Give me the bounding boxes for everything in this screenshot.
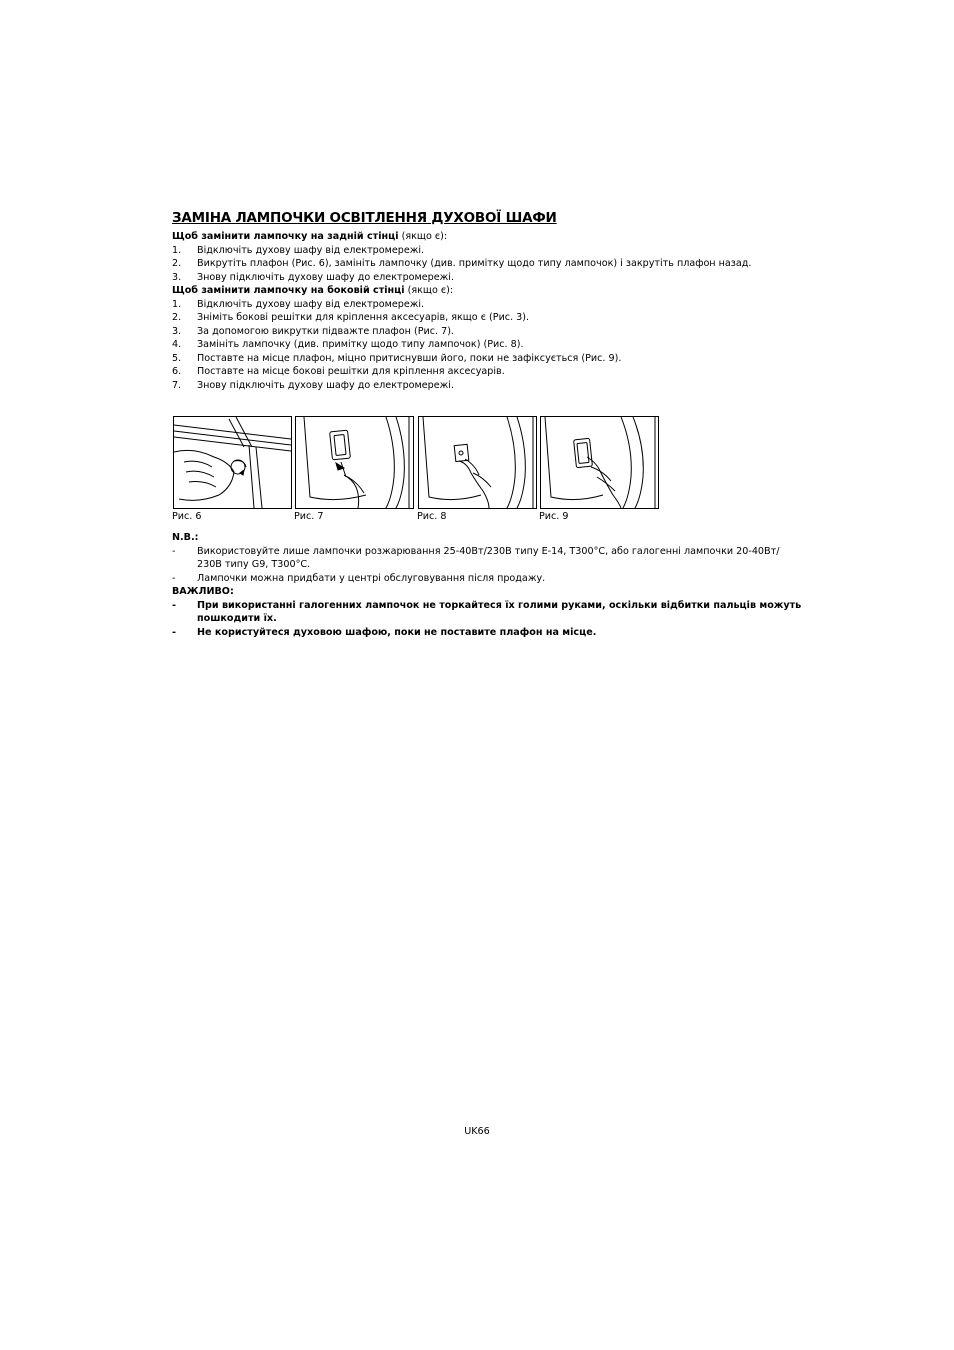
bullet: - [172, 600, 176, 611]
step-number: 3. [172, 326, 182, 337]
step-number: 3. [172, 272, 182, 283]
section-title: ЗАМІНА ЛАМПОЧКИ ОСВІТЛЕННЯ ДУХОВОЇ ШАФИ [172, 210, 557, 226]
side-heading [172, 284, 453, 297]
step-text: Відключіть духову шафу від електромережі. [197, 245, 425, 256]
bullet: - [172, 627, 176, 638]
step-text: Зніміть бокові решітки для кріплення аксесуарів, якщо є (Рис. 3). [197, 312, 530, 323]
figure-8-caption: Рис. 8 [417, 511, 447, 522]
figure-6 [173, 416, 292, 509]
oven-rear-lamp-illustration [174, 417, 291, 508]
bullet: - [172, 573, 176, 584]
important-heading: ВАЖЛИВО: [172, 586, 234, 597]
nb-heading: N.B.: [172, 532, 199, 543]
nb-item-text: 230В типу G9, T300°C. [197, 559, 311, 570]
step-text: Поставте на місце бокові решітки для кріплення аксесуарів. [197, 366, 505, 377]
step-number: 2. [172, 312, 182, 323]
step-text: Знову підключіть духову шафу до електромережі. [197, 380, 455, 391]
step-text: Відключіть духову шафу від електромережі. [197, 299, 425, 310]
important-item-text: При використанні галогенних лампочок не торкайтеся їх голими руками, оскільки відбитки пальців можуть [197, 600, 802, 611]
figure-9-caption: Рис. 9 [539, 511, 569, 522]
side-heading-rest: (якщо є): [404, 285, 454, 296]
step-text: Замініть лампочку (див. примітку щодо типу лампочок) (Рис. 8). [197, 339, 524, 350]
step-text: Викрутіть плафон (Рис. 6), замініть лампочку (див. примітку щодо типу лампочок) і закрутіть плафон назад. [197, 258, 752, 269]
rear-heading [172, 230, 447, 243]
figure-6-caption: Рис. 6 [172, 511, 202, 522]
important-item-text: Не користуйтеся духовою шафою, поки не поставите плафон на місце. [197, 627, 597, 638]
step-number: 6. [172, 366, 182, 377]
step-number: 5. [172, 353, 182, 364]
page-number: UK66 [464, 1126, 490, 1137]
side-heading-bold: Щоб замінити лампочку на боковій стінці [172, 285, 405, 296]
figure-7 [295, 416, 414, 509]
step-text: За допомогою викрутки підважте плафон (Рис. 7). [197, 326, 454, 337]
nb-item-text: Використовуйте лише лампочки розжарювання 25-40Вт/230В типу E-14, T300°C, або галогенні лампочки 20-40Вт/ [197, 546, 780, 557]
figure-7-caption: Рис. 7 [294, 511, 324, 522]
step-number: 2. [172, 258, 182, 269]
bullet: - [172, 546, 176, 557]
rear-heading-rest: (якщо є): [398, 231, 448, 242]
step-text: Поставте на місце плафон, міцно притиснувши його, поки не зафіксується (Рис. 9). [197, 353, 622, 364]
rear-heading-bold: Щоб замінити лампочку на задній стінці [172, 231, 399, 242]
cover-refit-illustration [541, 417, 658, 508]
nb-item-text: Лампочки можна придбати у центрі обслуговування після продажу. [197, 573, 546, 584]
figure-9 [540, 416, 659, 509]
step-number: 4. [172, 339, 182, 350]
step-number: 7. [172, 380, 182, 391]
step-number: 1. [172, 299, 182, 310]
step-number: 1. [172, 245, 182, 256]
screwdriver-lamp-cover-illustration [296, 417, 413, 508]
important-item-text: пошкодити їх. [197, 613, 277, 624]
bulb-replacement-illustration [419, 417, 536, 508]
step-text: Знову підключіть духову шафу до електромережі. [197, 272, 455, 283]
figure-8 [418, 416, 537, 509]
